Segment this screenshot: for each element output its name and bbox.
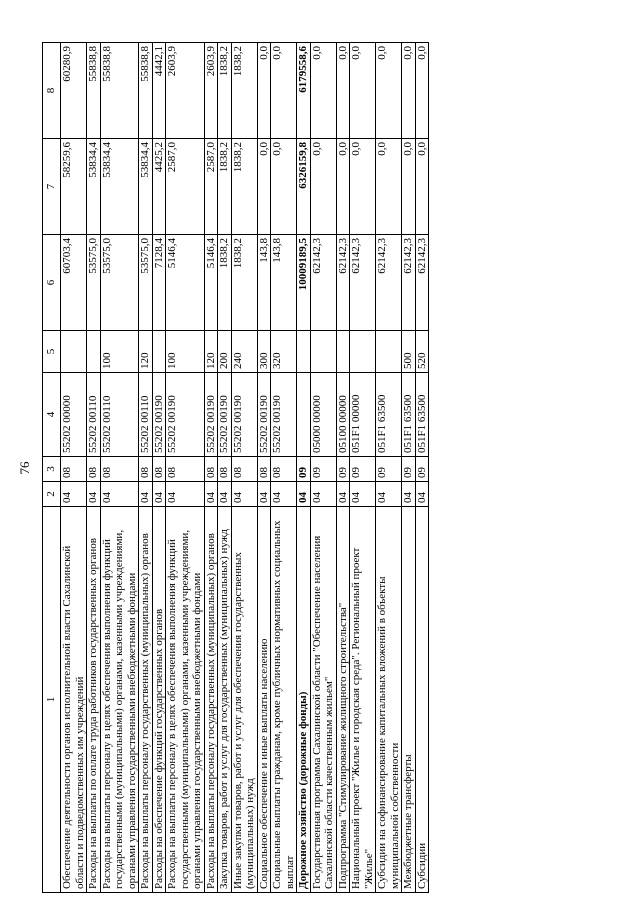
section-code: 04 [166, 482, 205, 507]
amount-year-1: 60703,4 [61, 235, 87, 331]
table-row [87, 43, 101, 893]
table-row [310, 43, 336, 893]
subsection-code: 08 [218, 457, 232, 482]
amount-year-3: 0,0 [310, 43, 336, 139]
amount-year-2: 1838,2 [218, 139, 232, 235]
subsection-code: 09 [350, 457, 376, 482]
section-code: 04 [336, 482, 350, 507]
amount-year-3: 0,0 [402, 43, 416, 139]
section-code: 04 [87, 482, 101, 507]
subsection-code: 08 [166, 457, 205, 482]
amount-year-2: 0,0 [257, 139, 271, 235]
table-row [152, 43, 166, 893]
row-name: Национальный проект "Жилье и городская среда". Региональный проект "Жилье" [350, 507, 376, 893]
column-header: 2 [43, 482, 61, 507]
column-header: 6 [43, 235, 61, 331]
subsection-code: 08 [152, 457, 166, 482]
table-row [61, 43, 87, 893]
subsection-code: 09 [376, 457, 402, 482]
amount-year-2: 1838,2 [231, 139, 257, 235]
expense-type-code: 100 [166, 331, 205, 373]
target-article-code: 05100 00000 [336, 373, 350, 457]
amount-year-2: 0,0 [350, 139, 376, 235]
amount-year-1: 62142,3 [402, 235, 416, 331]
amount-year-3: 1838,2 [218, 43, 232, 139]
amount-year-3: 55838,8 [87, 43, 101, 139]
table-row [257, 43, 271, 893]
subsection-code: 08 [257, 457, 271, 482]
table-row [231, 43, 257, 893]
expense-type-code [152, 331, 166, 373]
expense-type-code: 520 [415, 331, 429, 373]
table-row [415, 43, 429, 893]
expense-type-code [61, 331, 87, 373]
target-article-code: 051F1 63500 [376, 373, 402, 457]
expense-type-code [376, 331, 402, 373]
subsection-code: 08 [61, 457, 87, 482]
expense-type-code: 120 [139, 331, 153, 373]
section-code: 04 [139, 482, 153, 507]
table-row [166, 43, 205, 893]
amount-year-1: 53575,0 [139, 235, 153, 331]
row-name: Расходы на выплаты по оплате труда работников государственных органов [87, 507, 101, 893]
subsection-code: 08 [204, 457, 218, 482]
amount-year-2: 2587,0 [204, 139, 218, 235]
subsection-code: 09 [336, 457, 350, 482]
target-article-code: 55202 00190 [204, 373, 218, 457]
column-header: 1 [43, 507, 61, 893]
row-name: Субсидии [415, 507, 429, 893]
amount-year-2: 58259,6 [61, 139, 87, 235]
amount-year-3: 0,0 [376, 43, 402, 139]
row-name: Дорожное хозяйство (дорожные фонды) [297, 507, 311, 893]
subsection-code: 08 [231, 457, 257, 482]
section-code: 04 [297, 482, 311, 507]
table-row [376, 43, 402, 893]
row-name: Обеспечение деятельности органов исполнительной власти Сахалинской области и подведомственных им учреждений [61, 507, 87, 893]
expense-type-code: 200 [218, 331, 232, 373]
subsection-code: 09 [415, 457, 429, 482]
amount-year-1: 62142,3 [336, 235, 350, 331]
row-name: Межбюджетные трансферты [402, 507, 416, 893]
amount-year-2: 2587,0 [166, 139, 205, 235]
amount-year-2: 4425,2 [152, 139, 166, 235]
section-code: 04 [402, 482, 416, 507]
amount-year-2: 0,0 [271, 139, 297, 235]
amount-year-1: 7128,4 [152, 235, 166, 331]
table-row [100, 43, 139, 893]
target-article-code: 55202 00190 [271, 373, 297, 457]
amount-year-2: 0,0 [376, 139, 402, 235]
expense-type-code [336, 331, 350, 373]
target-article-code: 55202 00190 [257, 373, 271, 457]
amount-year-2: 53834,4 [139, 139, 153, 235]
expense-type-code [350, 331, 376, 373]
section-code: 04 [257, 482, 271, 507]
section-code: 04 [204, 482, 218, 507]
row-name: Государственная программа Сахалинской области "Обеспечение населения Сахалинской области качественным жильем" [310, 507, 336, 893]
amount-year-1: 53575,0 [100, 235, 139, 331]
amount-year-1: 10009189,5 [297, 235, 311, 331]
expense-type-code: 100 [100, 331, 139, 373]
column-header: 8 [43, 43, 61, 139]
target-article-code: 55202 00000 [61, 373, 87, 457]
budget-table [42, 42, 429, 893]
amount-year-1: 143,8 [257, 235, 271, 331]
amount-year-2: 0,0 [402, 139, 416, 235]
table-row [271, 43, 297, 893]
column-header: 4 [43, 373, 61, 457]
amount-year-2: 0,0 [310, 139, 336, 235]
expense-type-code [87, 331, 101, 373]
amount-year-1: 53575,0 [87, 235, 101, 331]
amount-year-3: 0,0 [257, 43, 271, 139]
amount-year-1: 1838,2 [218, 235, 232, 331]
subsection-code: 09 [402, 457, 416, 482]
target-article-code: 55202 00110 [139, 373, 153, 457]
section-code: 04 [231, 482, 257, 507]
section-code: 04 [350, 482, 376, 507]
section-code: 04 [218, 482, 232, 507]
amount-year-1: 62142,3 [415, 235, 429, 331]
rotated-content [18, 43, 598, 893]
row-name: Расходы на выплаты персоналу государственных (муниципальных) органов [204, 507, 218, 893]
target-article-code: 55202 00190 [218, 373, 232, 457]
section-code: 04 [415, 482, 429, 507]
target-article-code: 051F1 63500 [415, 373, 429, 457]
table-row [139, 43, 153, 893]
section-code: 04 [310, 482, 336, 507]
amount-year-3: 2603,9 [204, 43, 218, 139]
column-header: 7 [43, 139, 61, 235]
table-row [297, 43, 311, 893]
subsection-code: 09 [310, 457, 336, 482]
table-row [402, 43, 416, 893]
amount-year-3: 0,0 [350, 43, 376, 139]
target-article-code: 051F1 00000 [350, 373, 376, 457]
amount-year-1: 62142,3 [376, 235, 402, 331]
row-name: Подпрограмма "Стимулирование жилищного строительства" [336, 507, 350, 893]
amount-year-1: 143,8 [271, 235, 297, 331]
expense-type-code: 240 [231, 331, 257, 373]
amount-year-1: 62142,3 [310, 235, 336, 331]
expense-type-code [297, 331, 311, 373]
target-article-code: 55202 00110 [100, 373, 139, 457]
table-row [336, 43, 350, 893]
target-article-code: 55202 00190 [231, 373, 257, 457]
target-article-code: 55202 00190 [166, 373, 205, 457]
amount-year-3: 0,0 [415, 43, 429, 139]
subsection-code: 08 [271, 457, 297, 482]
row-name: Социальные выплаты гражданам, кроме публичных нормативных социальных выплат [271, 507, 297, 893]
target-article-code: 55202 00190 [152, 373, 166, 457]
expense-type-code: 320 [271, 331, 297, 373]
amount-year-2: 53834,4 [87, 139, 101, 235]
subsection-code: 09 [297, 457, 311, 482]
row-name: Социальное обеспечение и иные выплаты населению [257, 507, 271, 893]
expense-type-code: 300 [257, 331, 271, 373]
amount-year-3: 6179558,6 [297, 43, 311, 139]
row-name: Расходы на обеспечение функций государственных органов [152, 507, 166, 893]
table-row [218, 43, 232, 893]
section-code: 04 [100, 482, 139, 507]
amount-year-3: 1838,2 [231, 43, 257, 139]
amount-year-3: 55838,8 [139, 43, 153, 139]
amount-year-2: 53834,4 [100, 139, 139, 235]
section-code: 04 [61, 482, 87, 507]
expense-type-code [310, 331, 336, 373]
subsection-code: 08 [139, 457, 153, 482]
amount-year-2: 6326159,8 [297, 139, 311, 235]
row-name: Субсидии на софинансирование капитальных вложений в объекты муниципальной собственности [376, 507, 402, 893]
row-name: Закупка товаров, работ и услуг для государственных (муниципальных) нужд [218, 507, 232, 893]
row-name: Расходы на выплаты персоналу государственных (муниципальных) органов [139, 507, 153, 893]
row-name: Иные закупки товаров, работ и услуг для обеспечения государственных (муниципальных) нужд [231, 507, 257, 893]
target-article-code: 051F1 63500 [402, 373, 416, 457]
subsection-code: 08 [87, 457, 101, 482]
amount-year-2: 0,0 [336, 139, 350, 235]
page-number: 76 [17, 461, 32, 475]
table-row [350, 43, 376, 893]
amount-year-1: 1838,2 [231, 235, 257, 331]
section-code: 04 [271, 482, 297, 507]
target-article-code: 55202 00110 [87, 373, 101, 457]
target-article-code: 05000 00000 [310, 373, 336, 457]
row-name: Расходы на выплаты персоналу в целях обеспечения выполнения функций государственными (муниципальными) органами, казенными учреждениями, органами управления государственными внебюджетными фондами [100, 507, 139, 893]
amount-year-3: 0,0 [271, 43, 297, 139]
amount-year-3: 60280,9 [61, 43, 87, 139]
row-name: Расходы на выплаты персоналу в целях обеспечения выполнения функций государственными (муниципальными) органами, казенными учреждениями, органами управления государственными внебюджетными фондами [166, 507, 205, 893]
amount-year-3: 0,0 [336, 43, 350, 139]
amount-year-2: 0,0 [415, 139, 429, 235]
header-row [43, 43, 61, 893]
expense-type-code: 500 [402, 331, 416, 373]
amount-year-3: 55838,8 [100, 43, 139, 139]
table-row [204, 43, 218, 893]
expense-type-code: 120 [204, 331, 218, 373]
amount-year-1: 5146,4 [166, 235, 205, 331]
amount-year-3: 4442,1 [152, 43, 166, 139]
amount-year-1: 5146,4 [204, 235, 218, 331]
amount-year-1: 62142,3 [350, 235, 376, 331]
column-header: 5 [43, 331, 61, 373]
section-code: 04 [152, 482, 166, 507]
column-header: 3 [43, 457, 61, 482]
amount-year-3: 2603,9 [166, 43, 205, 139]
subsection-code: 08 [100, 457, 139, 482]
target-article-code [297, 373, 311, 457]
section-code: 04 [376, 482, 402, 507]
